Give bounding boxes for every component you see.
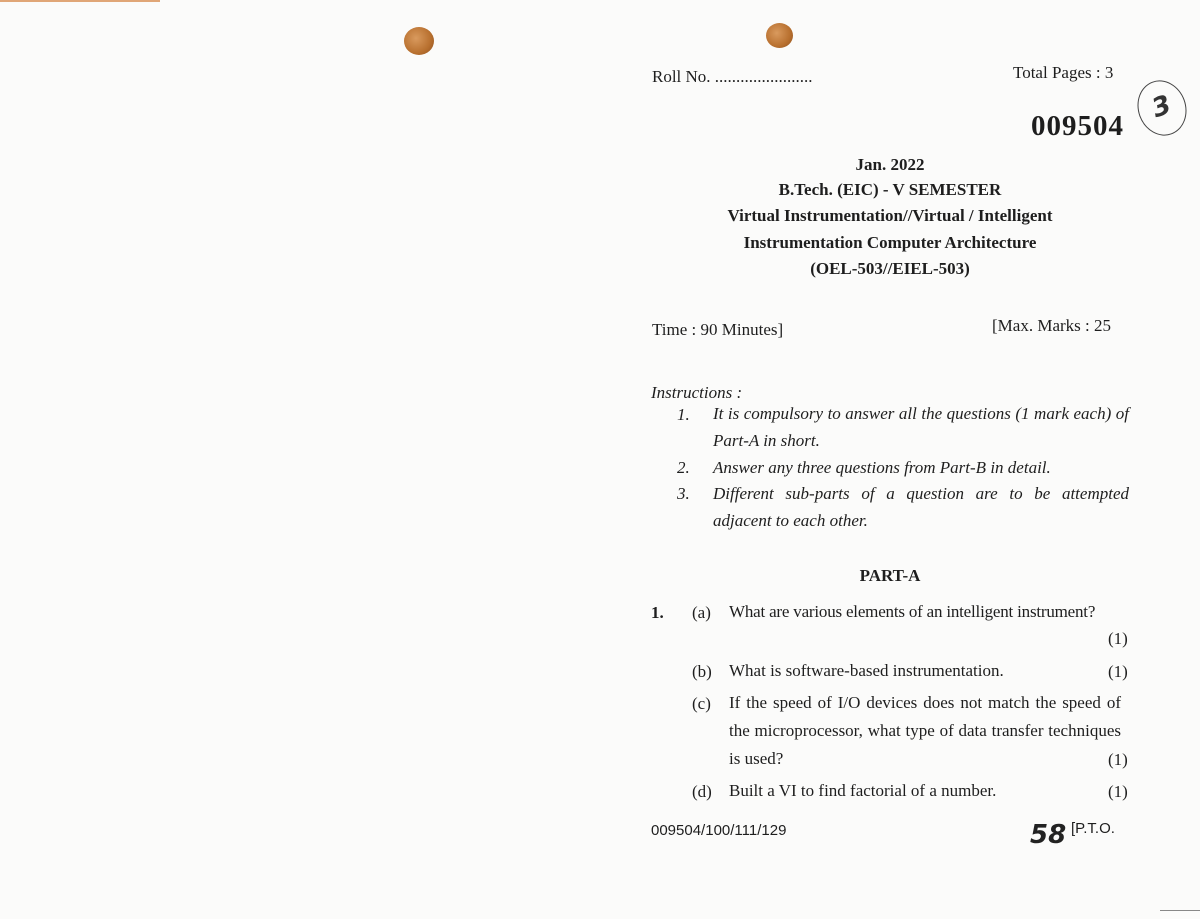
roll-number: Roll No. ....................... bbox=[652, 67, 813, 86]
instruction-text: Answer any three questions from Part-B in detail. bbox=[713, 458, 1051, 477]
subpart-label: (b) bbox=[692, 662, 712, 681]
punch-hole-left bbox=[404, 27, 434, 55]
subpart-text: What is software-based instrumentation. bbox=[729, 661, 1004, 680]
pto-label: [P.T.O. bbox=[1071, 820, 1115, 837]
part-a-heading: PART-A bbox=[859, 566, 921, 585]
subpart-label: (c) bbox=[692, 694, 711, 713]
course-title: B.Tech. (EIC) - V SEMESTER bbox=[778, 180, 1002, 199]
subpart-marks: (1) bbox=[1108, 662, 1128, 681]
subpart-marks: (1) bbox=[1108, 782, 1128, 801]
subpart-label: (a) bbox=[692, 603, 711, 622]
subpart-marks: (1) bbox=[1108, 629, 1128, 648]
page-edge-line bbox=[0, 0, 160, 2]
instruction-text: It is compulsory to answer all the questions (1 mark each) of Part-A in short. bbox=[713, 404, 1129, 450]
footer-code: 009504/100/111/129 bbox=[651, 822, 787, 839]
handwritten-circled-number-text: 3 bbox=[1148, 89, 1176, 125]
instruction-text: Different sub-parts of a question are to be attempted adjacent to each other. bbox=[713, 484, 1129, 530]
handwritten-page-number: 58 bbox=[1030, 820, 1067, 850]
question-number: 1. bbox=[651, 603, 664, 622]
subpart-text: If the speed of I/O devices does not match the speed of the microprocessor, what type of data transfer techniques is used? bbox=[729, 693, 1121, 768]
subject-code: (OEL-503//EIEL-503) bbox=[810, 259, 970, 278]
subpart-text: What are various elements of an intelligent instrument? bbox=[729, 602, 1096, 621]
exam-time: Time : 90 Minutes] bbox=[652, 320, 784, 339]
punch-hole-right bbox=[766, 23, 793, 48]
subject-line-1: Virtual Instrumentation//Virtual / Intelligent bbox=[727, 206, 1053, 225]
instruction-number: 2. bbox=[677, 458, 690, 477]
exam-date: Jan. 2022 bbox=[855, 155, 925, 174]
instruction-number: 1. bbox=[677, 405, 690, 424]
subject-line-2: Instrumentation Computer Architecture bbox=[743, 233, 1037, 252]
page-edge-mark bbox=[1160, 910, 1200, 911]
handwritten-circled-number bbox=[1130, 73, 1194, 142]
total-pages: Total Pages : 3 bbox=[1013, 63, 1114, 82]
instruction-number: 3. bbox=[677, 484, 690, 503]
subpart-label: (d) bbox=[692, 782, 712, 801]
subpart-marks: (1) bbox=[1108, 750, 1128, 769]
subpart-text: Built a VI to find factorial of a number. bbox=[729, 781, 997, 800]
paper-code: 009504 bbox=[1031, 110, 1124, 142]
max-marks: [Max. Marks : 25 bbox=[992, 316, 1111, 335]
instructions-heading: Instructions : bbox=[651, 383, 743, 402]
